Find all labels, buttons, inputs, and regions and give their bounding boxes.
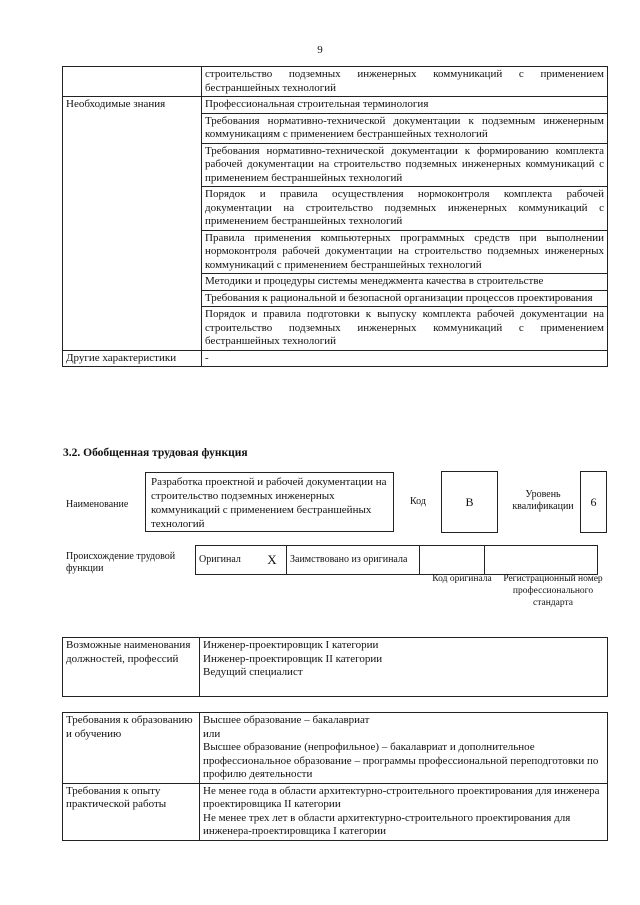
table-row	[63, 713, 608, 784]
knowledge-item: Методики и процедуры системы менеджмента качества в строительстве	[202, 274, 608, 291]
knowledge-item: Требования к рациональной и безопасной организации процессов проектирования	[202, 290, 608, 307]
position-item: Ведущий специалист	[203, 666, 303, 678]
other-label: Другие характеристики	[63, 350, 202, 367]
position-item: Инженер-проектировщик II категории	[203, 652, 383, 665]
original-mark: X	[258, 546, 287, 575]
name-label: Наименование	[66, 499, 129, 510]
knowledge-item: Требования нормативно-технической документации к формированию комплекта рабочей документации на строительство подземных инженерных коммуникаций с применением бестраншейных технологий	[202, 143, 608, 187]
requirements-table	[62, 712, 608, 841]
code-label: Код	[410, 496, 426, 507]
experience-value	[200, 783, 608, 840]
knowledge-item: Порядок и правила подготовки к выпуску комплекта рабочей документации на строительство подземных инженерных коммуникаций с применением бестраншейных технологий	[202, 307, 608, 351]
table-row	[63, 97, 608, 114]
section-title: 3.2. Обобщенная трудовая функция	[63, 447, 248, 459]
experience-label: Требования к опыту практической работы	[63, 783, 200, 840]
knowledge-table	[62, 66, 608, 367]
table-row	[63, 638, 608, 697]
level-value: 6	[580, 471, 607, 533]
other-value: -	[202, 350, 608, 367]
education-value	[200, 713, 608, 784]
positions-label: Возможные наименования должностей, профессий	[63, 638, 200, 697]
registration-caption: Регистрационный номер профессионального стандарта	[503, 574, 603, 608]
knowledge-item: Правила применения компьютерных программных средств при выполнении нормоконтроля рабочей документации на строительство подземных инженерных коммуникаций с применением бестраншейных технологий	[202, 230, 608, 274]
experience-line: Не менее года в области архитектурно-строительного проектирования для инженера проектировщика II категории	[203, 784, 600, 810]
registration-number-cell	[485, 546, 598, 575]
knowledge-item: Порядок и правила осуществления нормоконтроля комплекта рабочей документации на строительство подземных инженерных коммуникаций с применением бестраншейных технологий	[202, 187, 608, 231]
empty-cell	[63, 67, 202, 97]
education-label: Требования к образованию и обучению	[63, 713, 200, 784]
continuation-cell: строительство подземных инженерных коммуникаций с применением бестраншейных технологий	[202, 67, 608, 97]
origin-table	[195, 545, 598, 575]
table-row	[63, 67, 608, 97]
education-line: или	[203, 727, 221, 740]
education-line: Высшее образование (непрофильное) – бакалавриат и дополнительное профессиональное образование – программы профессиональной переподготовки по профилю деятельности	[203, 741, 599, 780]
knowledge-label: Необходимые знания	[63, 97, 202, 351]
code-caption: Код оригинала	[432, 574, 492, 584]
name-value: Разработка проектной и рабочей документации на строительство подземных инженерных коммуникаций с применением бестраншейных технологий	[145, 472, 394, 532]
code-value: B	[441, 471, 498, 533]
knowledge-item: Требования нормативно-технической документации к подземным инженерным коммуникациям с применением бестраншейных технологий	[202, 113, 608, 143]
positions-table	[62, 637, 608, 697]
origin-label: Происхождение трудовой функции	[66, 551, 176, 574]
education-line: Высшее образование – бакалавриат	[203, 714, 370, 726]
level-label: Уровень квалификации	[512, 489, 574, 512]
table-row	[63, 783, 608, 840]
original-code-cell	[420, 546, 485, 575]
positions-list	[200, 638, 608, 697]
page-number: 9	[317, 44, 323, 56]
position-item: Инженер-проектировщик I категории	[203, 639, 379, 651]
borrowed-label: Заимствовано из оригинала	[287, 546, 420, 575]
table-row	[196, 546, 598, 575]
experience-line: Не менее трех лет в области архитектурно-строительного проектирования для инженера-проектировщика I категории	[203, 811, 571, 837]
original-label: Оригинал	[196, 546, 259, 575]
table-row	[63, 350, 608, 367]
knowledge-item: Профессиональная строительная терминология	[202, 97, 608, 114]
